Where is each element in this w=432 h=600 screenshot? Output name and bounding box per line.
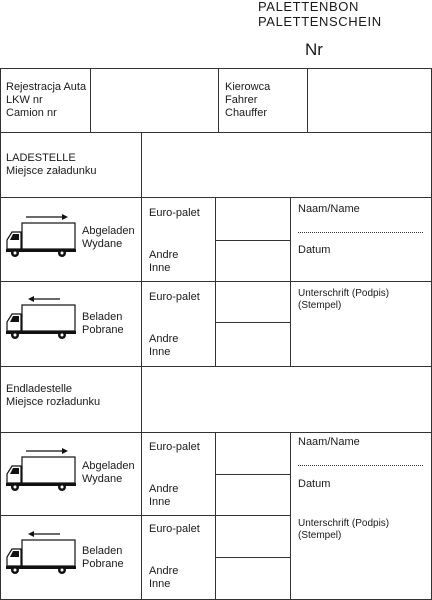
euro-pallet-loaded-field[interactable] <box>216 516 290 557</box>
euro-pallet-label: Euro-palet <box>149 207 200 219</box>
euro-pallet-unloaded-field[interactable] <box>216 198 290 240</box>
form-number-label: Nr <box>305 40 323 59</box>
loading-place-field[interactable] <box>142 133 431 197</box>
euro-pallet-label: Euro-palet <box>149 291 200 303</box>
euro-pallet-label: Euro-palet <box>149 441 200 453</box>
other-pallet-label: Andre Inne <box>149 249 179 274</box>
date-label: Datum <box>298 244 331 256</box>
euro-pallet-label: Euro-palet <box>149 523 200 535</box>
truck-arrow-left-icon <box>4 527 78 577</box>
euro-pallet-unloaded-field[interactable] <box>216 433 290 474</box>
unloading-place-label: Endladestelle Miejsce rozładunku <box>6 383 101 408</box>
date-label: Datum <box>298 478 331 490</box>
unloaded-label: Abgeladen Wydane <box>82 460 135 485</box>
loaded-label: Beladen Pobrane <box>82 545 124 570</box>
truck-arrow-right-icon <box>4 444 78 494</box>
unloading-place-field[interactable] <box>142 367 431 432</box>
other-pallet-loaded-field[interactable] <box>216 558 290 599</box>
name-label: Naam/Name <box>298 436 360 448</box>
truck-arrow-right-icon <box>4 210 78 260</box>
euro-pallet-loaded-field[interactable] <box>216 282 290 322</box>
form-title-nl: PALETTENBON <box>258 0 359 14</box>
vehicle-registration-label: Rejestracja Auta LKW nr Camion nr <box>6 81 87 119</box>
unloaded-label: Abgeladen Wydane <box>82 225 135 250</box>
other-pallet-label: Andre Inne <box>149 483 179 508</box>
signature-label: Unterschrift (Podpis) (Stempel) <box>298 288 390 311</box>
form-title-de: PALETTENSCHEIN <box>258 14 382 29</box>
driver-field[interactable] <box>308 69 431 132</box>
vehicle-registration-field[interactable] <box>91 69 218 132</box>
name-line[interactable] <box>298 232 423 233</box>
truck-arrow-left-icon <box>4 292 78 342</box>
other-pallet-label: Andre Inne <box>149 565 179 590</box>
name-label: Naam/Name <box>298 203 360 215</box>
other-pallet-unloaded-field[interactable] <box>216 475 290 515</box>
other-pallet-label: Andre Inne <box>149 333 179 358</box>
other-pallet-unloaded-field[interactable] <box>216 241 290 281</box>
driver-label: Kierowca Fahrer Chauffer <box>225 81 271 119</box>
signature-label: Unterschrift (Podpis) (Stempel) <box>298 518 390 541</box>
loading-place-label: LADESTELLE Miejsce załadunku <box>6 152 97 177</box>
name-line[interactable] <box>298 465 423 466</box>
loaded-label: Beladen Pobrane <box>82 311 124 336</box>
other-pallet-loaded-field[interactable] <box>216 323 290 366</box>
